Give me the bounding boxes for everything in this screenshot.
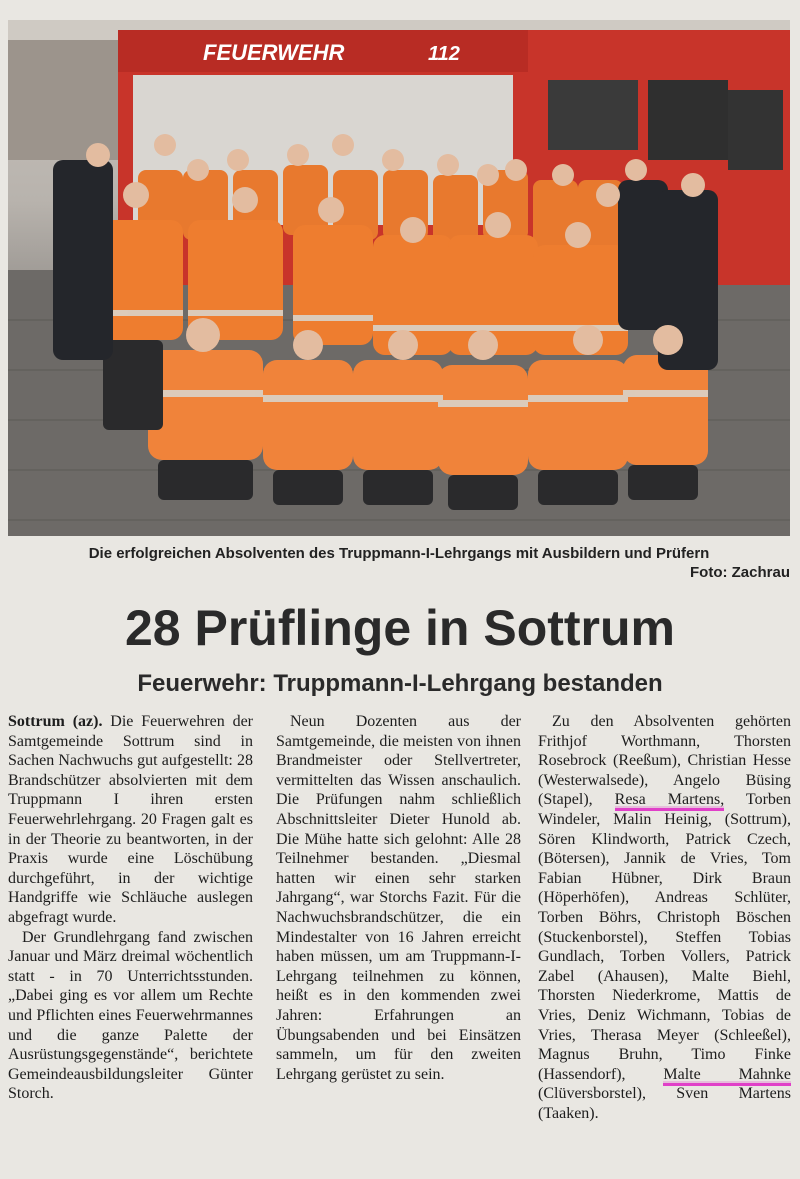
caption-text: Die erfolgreichen Absolventen des Truppmann-I-Lehrgangs mit Ausbildern und Prüfern: [88, 545, 710, 562]
article-headline: 28 Prüflinge in Sottrum: [124, 600, 676, 656]
fire-brigade-group-photo: [8, 20, 790, 536]
article-column-2: [276, 712, 521, 1084]
paragraph-text: Zu den Absolventen gehörten Frithjof Worthmann, Thorsten Rosebrock (Reeßum), Christian Hesse (Westerwalsede), Angelo Büsing (Stapel),: [538, 713, 791, 809]
truck-number: 112: [428, 43, 460, 65]
article-column-3: [538, 712, 791, 1123]
paragraph-text: (Clüversborstel), Sven Martens (Taaken).: [538, 1085, 791, 1122]
article-column-1: [8, 712, 253, 1104]
article-photo: [8, 20, 790, 536]
highlighted-name: Malte Mahnke: [663, 1066, 791, 1086]
highlighted-name: Resa Martens,: [615, 791, 725, 811]
paragraph: Neun Dozenten aus der Samtgemeinde, die meisten von ihnen Brandmeister oder Stellvertreter, vermittelten das Wissen anschaulich. Die Prüfungen nahm schließlich Abschnittsleiter Dieter Hunold ab. Die Mühe hatte sich gelohnt: Alle 28 Teilnehmer bestanden. „Diesmal hatten wir einen sehr starken Jahrgang“, war Storchs Fazit. Für die Nachwuchsbrandschützer, die ein Mindestalter von 16 Jahren erreicht haben müssen, um am Truppmann-I-Lehrgang teilnehmen zu können, heißt es in den kommenden zwei Jahren: Erfahrungen an Übungsabenden und bei Einsätzen sammeln, um für den zweiten Lehrgang gerüstet zu sein.: [276, 713, 521, 1083]
photo-caption: [8, 544, 790, 582]
truck-label: FEUERWEHR: [203, 40, 345, 65]
article-subheadline: Feuerwehr: Truppmann-I-Lehrgang bestanden: [137, 670, 663, 697]
paragraph: Der Grundlehrgang fand zwischen Januar und März dreimal wöchentlich statt - in 70 Unterrichtsstunden. „Dabei ging es vor allem um Rechte und Pflichten eines Feuerwehrmannes und die ganze Palette der Ausrüstungsgegenstände“, berichtete Gemeindeausbildungsleiter Günter Storch.: [8, 928, 253, 1103]
paragraph: [8, 712, 253, 928]
photo-credit: Foto: Zachrau: [690, 564, 790, 581]
paragraph-text: Die Feuerwehren der Samtgemeinde Sottrum sind in Sachen Nachwuchs gut aufgestellt: 28 Brandschützer absolvierten mit dem Truppmann I ihren ersten Feuerwehrlehrgang. 20 Fragen galt es in der Theorie zu beantworten, in der Praxis wurde eine Löschübung durchgeführt, in der wichtige Handgriffe wie Schläuche auslegen abgefragt wurde.: [8, 713, 253, 926]
paragraph: [538, 712, 791, 1123]
dateline: Sottrum (az).: [8, 713, 103, 730]
paragraph-text: Torben Windeler, Malin Heinig, (Sottrum), Sören Klindworth, Patrick Czech, (Bötersen), Jannik de Vries, Tom Fabian Hübner, Dirk Braun (Höperhöfen), Andreas Schlüter, Torben Böhrs, Christoph Böschen (Stuckenborstel), Steffen Tobias Gundlach, Torben Vollers, Patrick Zabel (Ahausen), Malte Biehl, Thorsten Niederkrome, Mattis de Vries, Deniz Wichmann, Tobias de Vries, Therasa Meyer (Schleeßel), Magnus Bruhn, Timo Finke (Hassendorf),: [538, 791, 791, 1083]
